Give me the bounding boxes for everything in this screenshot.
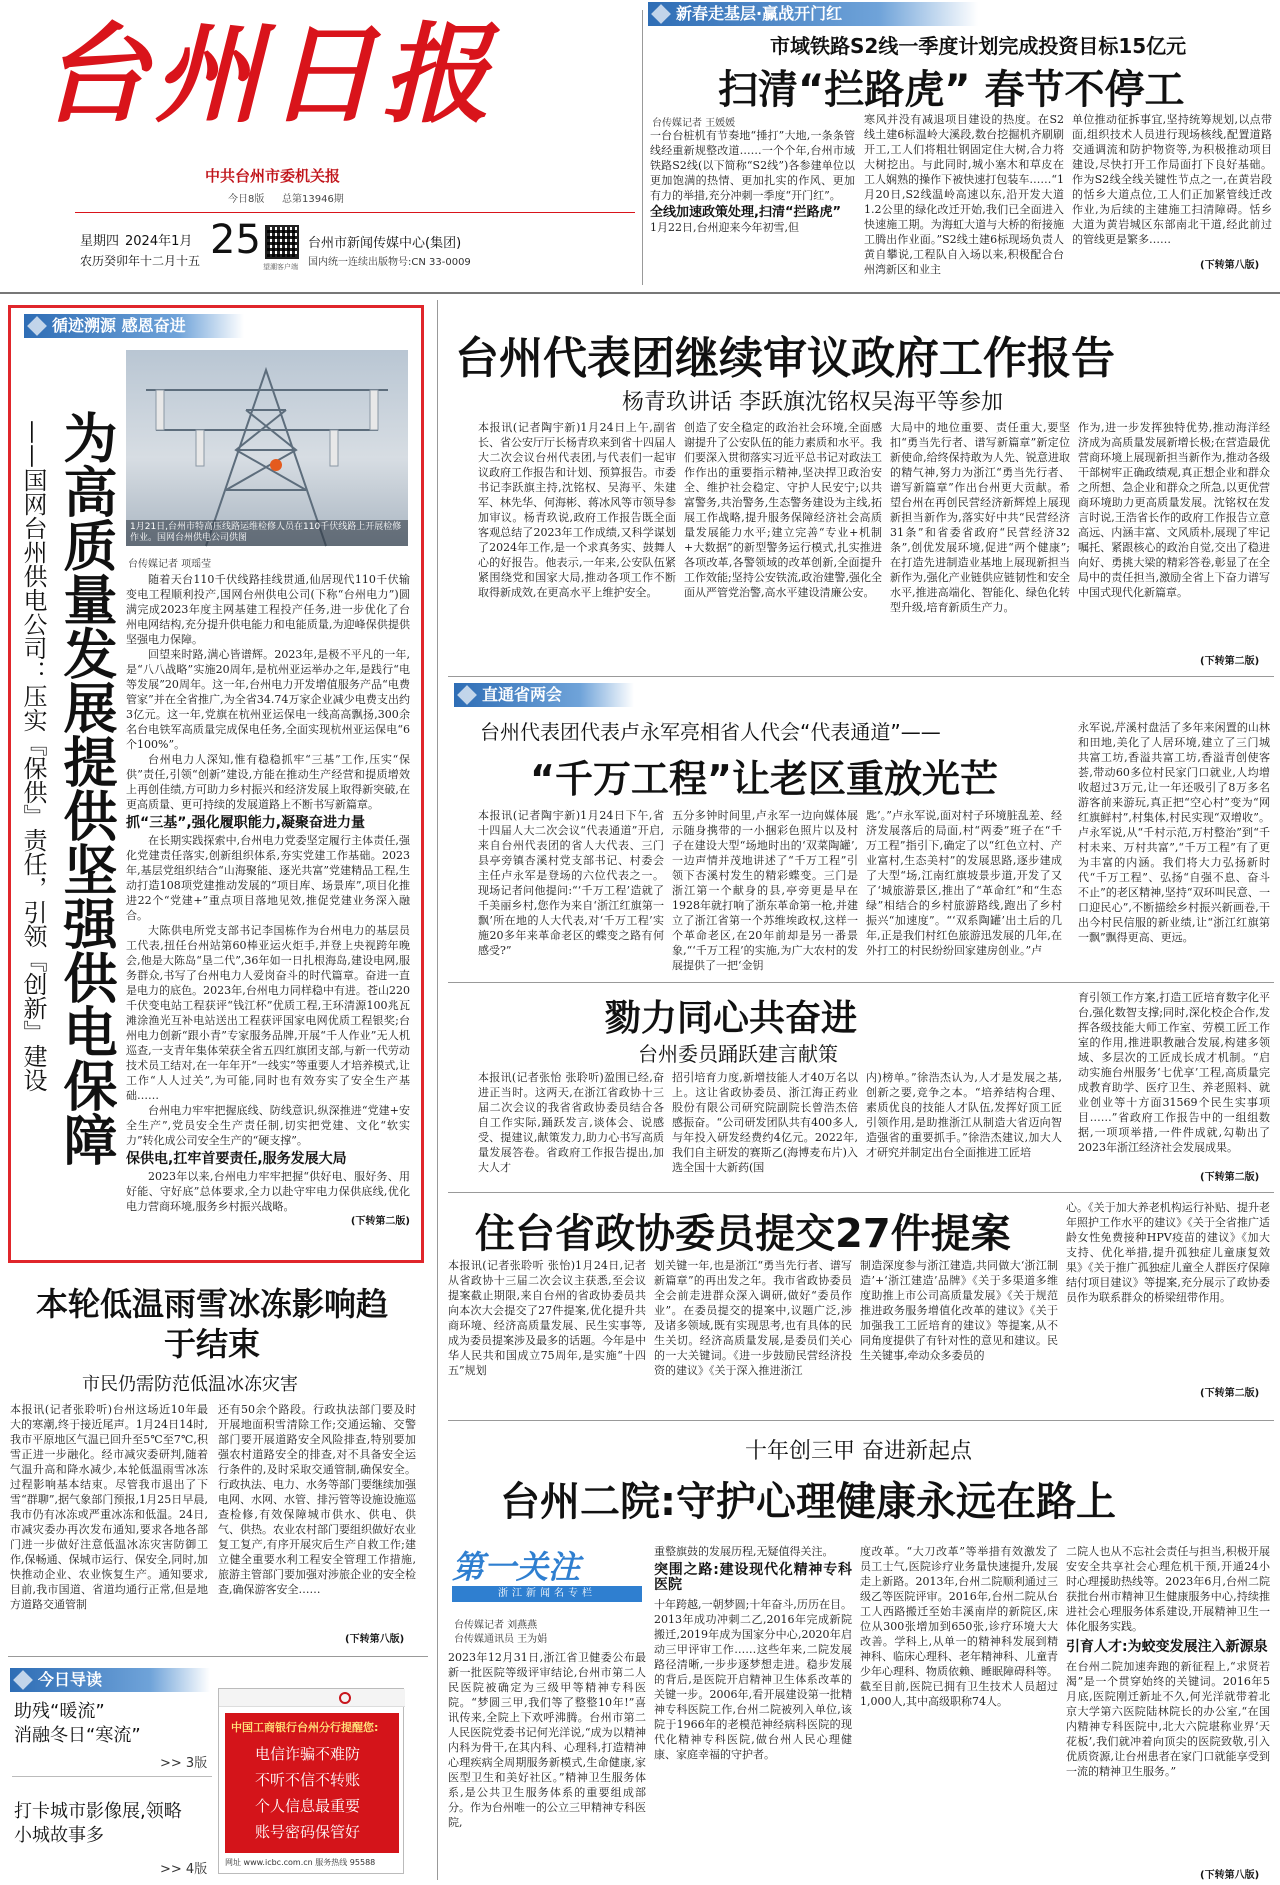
fourth-title[interactable]: 住台省政协委员提交27件提案 <box>475 1211 1011 1257</box>
masthead <box>0 0 650 270</box>
lead-col4-text: 作为,进一步发挥独特优势,推动海洋经济成为高质量发展新增长极;在营造最优营商环境上展现新担当新作为,推动各级干部树牢正确政绩观,真正想企业和群众之所想、急企业和群众之所急,以更优营商环境助力更高质量发展。沈铭权在发言时说,王浩省长作的政府工作报告立意高远、内涵丰富、文风质朴,展现了牢记嘱托、紧跟核心的政治自觉,交出了稳进向好、勇挑大梁的精彩答卷,彰显了在全局中的责任担当,激励全省上下奋力谱写中国式现代化新篇章。 <box>1078 421 1270 599</box>
masthead-publisher: 台州市新闻传媒中心(集团) <box>308 236 462 251</box>
second-col1-text: 本报讯(记者陶宇新)1月24日下午,省十四届人大二次会议“代表通道”开启,来自台州代表团的省人大代表、三门县亭旁镇杏溪村党支部书记、村委会主任卢永军是登场的六位代表之一。现场记者问他提问:“‘千万工程’造就了千美丽乡村,您作为来自‘浙江红旗第一飘’所在地的人大代表,对‘千万工程’实施20多年来革命老区的蝶变之路有何感受?” <box>478 809 664 957</box>
icbc-line-1: 电信诈骗不难防 <box>255 1745 361 1763</box>
third-col2-text: 招引培育力度,新增技能人才40万名以上。这让省政协委员、浙江海正药业股份有限公司研究院副院长曾浩杰倍感振奋。“公司研发团队共有400多人,与年投入研发经费约4亿元。2022年,我们自主研发的赛斯乙(海博麦布片)入选全国十大新药(国 <box>672 1071 858 1174</box>
fourth-col4 <box>1066 1200 1270 1386</box>
rule-fourth-bottom <box>448 1420 1274 1421</box>
icbc-header: 中国工商银行台州分行提醒您: <box>231 1721 379 1734</box>
guide-item-2[interactable]: 打卡城市影像展,领略 小城故事多 <box>14 1801 182 1846</box>
third-col1 <box>478 1070 664 1180</box>
hospital-byline-2: 台传媒通讯员 王为娟 <box>454 1634 548 1645</box>
rule-lead-bottom <box>448 676 1274 677</box>
second-banner-text: 直通省两会 <box>482 685 563 704</box>
rule-left-weather-bottom <box>8 1656 428 1657</box>
lead-col3-text: 大局中的地位重要、责任重大,要坚扣“勇当先行者、谱写新篇章”新定位新使命,给终保持敢为人先、锐意进取的精气神,努力为浙江“勇当先行者、谱写新篇章”作出台州更大贡献。希望台州在再创民营经济新辉煌上展现新担当新作为,落实好中共“民营经济31条”和省委省政府“民营经济32条”,创优发展环境,促进“两个健康”;在打造先进制造业基地上展现新担当新作为,强化产业链供应链韧性和安全水平,推进高端化、智能化、绿色化转型升级,培育新质生产力。 <box>890 421 1070 614</box>
masthead-date: 2024年1月 <box>125 234 193 249</box>
third-title[interactable]: 勠力同心共奋进 <box>605 998 858 1039</box>
fourth-col3-text: 制造深度参与浙江建造,共同做大‘浙江制造’+‘浙江建造’品牌》《关于多渠道多维度助推上市公司高质量发展》《关于规范推进政务服务增值化改革的建议》《关于加强我工工匠培育的建议》等提案,从不同角度提供了有针对性的意见和建议。民生关键事,牵动众多委员的 <box>860 1259 1058 1362</box>
icbc-line-3: 个人信息最重要 <box>255 1797 361 1815</box>
left-feature-p7: 2023年以来,台州电力牢牢把握“供好电、服好务、用好能、守好底”总体要求,全力以赴守牢电力保供底线,优化电力营商环境,服务乡村振兴战略。 <box>126 1170 410 1213</box>
top-story-more[interactable]: (下转第八版) <box>1200 260 1260 271</box>
hospital-col2-text: 十年跨越,一朝梦圆;十年奋斗,历历在目。2013年成功冲刺二乙,2016年完成新院搬迁,2019年成为国家分中心,2020年启动三甲评审工作……这些年来,二院发展路径清晰,一步步逐梦想走进。稳步发展的背后,是医院开启精神卫生体系改革的关键一步。2006年,看开展建设第一批精神专科医院工作,台州二院被列入单位,该院于1966年的老模范神经病科医院的现代化精神专科医院,做台州人民心理健康、家庭幸福的守护者。 <box>654 1598 852 1761</box>
top-story-col1-sub: 全线加速政策处理,扫清“拦路虎” <box>650 205 842 220</box>
hospital-col2 <box>654 1544 852 1878</box>
second-title[interactable]: “千万工程”让老区重放光芒 <box>530 757 998 801</box>
worker-figure <box>270 459 282 471</box>
hospital-col3 <box>860 1544 1058 1878</box>
lead-col3 <box>890 420 1070 666</box>
qr-label: 望潮客户端 <box>263 263 298 271</box>
weather-col1-text: 本报讯(记者张聆听)台州这场近10年最大的寒潮,终于接近尾声。1月24日14时,我市平原地区气温已回升至5℃至7℃,积雪正进一步融化。经市减灾委研判,随着气温升高和降水减少,本轮低温雨雪冰冻过程影响基本结束。尽管我市退出了下雪“群聊”,据气象部门预报,1月25日早晨,我市仍有冰冻或严重冰冻和低温。24日,市减灾委办再次发布通知,要求各地各部门进一步做好注意低温冰冻灾害防御工作,保畅通、保城市运行、保安全,同时,加快推动企业、农业恢复生产。通知要求,目前,我市国道、省道均通行正常,但是地方道路交通管制 <box>10 1403 208 1611</box>
second-col4-text: 永军说,芹溪村盘活了多年来闲置的山林和田地,美化了人居环境,建立了三门城共富工坊,香溢共富工坊,香溢青创使客荟,带动60多位村民家门口就业,人均增收超过3万元,让一年还吸引了8万多名游客前来游玩,真正把“空心村”变为“网红旗鲜村”,村集体,村民实现“双增收”。卢永军说,从“千村示范,万村整治”到“千村未来、万村共富”,“千万工程”有了更为丰富的内涵。我们将大力弘扬新时代“千万工程”、弘扬“自强不息、奋斗不止”的老区精神,坚持“双环叫民意、一口迎民心”,不断描绘乡村振兴新画卷,干出今村民信服的新业绩,让“浙江红旗第一飘”飘得更高、更远。 <box>1078 721 1270 944</box>
masthead-cn: 国内统一连续出版物号:CN 33-0009 <box>308 257 471 268</box>
hospital-column-logo <box>452 1548 642 1610</box>
guide-item-1-page[interactable]: >> 3版 <box>160 1756 208 1771</box>
fourth-col1-text: 本报讯(记者张聆听 张怡)1月24日,记者从省政协十三届二次会议主获悉,至会议提案截止期限,来自台州的省政协委员共向本次大会提交了27件提案,优化提升共商环境、经济高质量发展、民生实事等,成为委员提案涉及最多的话题。今年是中华人民共和国成立75周年,是实施“十四五”规划 <box>448 1259 646 1377</box>
top-story-col1 <box>650 128 855 268</box>
third-col3 <box>866 1070 1062 1180</box>
left-feature-photo <box>126 350 408 546</box>
lead-more[interactable]: (下转第二版) <box>1200 656 1260 667</box>
hospital-col2-sub: 突围之路:建设现代化精神专科医院 <box>654 1562 852 1593</box>
third-col4-text: 育引领工作方案,打造工匠培育数字化平台,强化数智支撑;同时,深化校企合作,发挥各级技能大师工作室、劳模工匠工作室的作用,推进职教融合发展,构建多领域、多层次的工匠成长成才机制。“启动实施台州服务‘七优享’工程,高质量完成教育助学、医疗卫生、养老照料、就业创业等十方面31569个民生实事项目……”省政府工作报告中的一组组数据,一项项举措,一件件成就,勾勒出了2023年浙江经济社会发展成果。 <box>1078 991 1270 1154</box>
hospital-col1 <box>448 1650 646 1878</box>
rule-top-story-vertical <box>642 10 643 285</box>
icbc-line-4: 账号密码保管好 <box>255 1823 361 1841</box>
top-story-title[interactable]: 扫清“拦路虎” 春节不停工 <box>718 67 1185 113</box>
rule-vertical-main <box>437 300 438 1880</box>
masthead-organ: 中共台州市委机关报 <box>205 167 341 185</box>
fourth-col4-text: 心。《关于加大养老机构运行补贴、提升老年照护工作水平的建议》《关于全省推广适龄女性免费接种HPV疫苗的建议》《加大支持、优化举措,提升孤独症儿童康复效果》《关于推广孤独症儿童全人群医疗保障结付项目建议》等提案,充分展示了政协委员作为联系群众的桥梁纽带作用。 <box>1066 1201 1270 1304</box>
third-col4 <box>1078 990 1270 1168</box>
left-feature-p4: 在长期实践探索中,台州电力党委坚定履行主体责任,强化党建责任落实,创新组织体系,夯实党建工作基础。2023年,基层党组织结合“山海聚能、逐光共富”党建精品工程,生动打造108项党建推动发展的“项目库、场景库”,项目化推进22个“党建+”重点项目落地见效,推促党建业务深入融合。 <box>126 834 410 922</box>
weather-col2-text: 还有50余个路段。行政执法部门要及时开展地面积雪清除工作;交通运输、交警部门要开展道路安全风险排查,特别要加强农村道路安全的排查,对不具备安全运行条件的,及时采取交通管制,确保安全。行政执法、电力、水务等部门要继续加强电网、水网、水管、排污管等设施设施巡查检修,有效保障城市供水、供电、供气、供热。农业农村部门要组织做好农业复工复产,有序开展灾后生产自救工作;建立健全重要水利工程安全管理工作措施,旅游主管部门要加强对涉旅企业的安全检查,确保游客安全…… <box>218 1403 416 1596</box>
left-feature-body <box>126 572 410 1252</box>
hospital-col4 <box>1066 1544 1270 1864</box>
masthead-rule <box>75 212 635 213</box>
second-col1 <box>478 808 664 976</box>
masthead-issue-no: 总第13946期 <box>282 194 344 205</box>
left-feature-sub2: 保供电,扛牢首要责任,服务发展大局 <box>126 1151 347 1167</box>
masthead-pages: 今日8版 <box>228 194 265 205</box>
left-feature-more[interactable]: (下转第二版) <box>350 1216 410 1227</box>
guide-item-2-page[interactable]: >> 4版 <box>160 1862 208 1877</box>
top-story-col1-tail: 1月22日,台州迎来今年初雪,但 <box>650 221 799 234</box>
left-feature-byline: 台传媒记者 项瑶莹 <box>128 559 212 570</box>
hospital-logo-sub: 浙江新闻名专栏 <box>452 1586 642 1602</box>
weather-subtitle: 市民仍需防范低温冰冻灾害 <box>82 1374 298 1395</box>
lead-subtitle: 杨青玖讲话 李跃旗沈铭权吴海平等参加 <box>622 390 1003 415</box>
second-kicker: 台州代表团代表卢永军亮相省人代会“代表通道”—— <box>480 720 941 744</box>
weather-title[interactable]: 本轮低温雨雪冰冻影响趋于结束 <box>35 1285 388 1363</box>
icbc-panel <box>225 1713 399 1853</box>
top-story-banner <box>648 2 978 26</box>
photo-caption: 1月21日,台州市特高压线路运维检修人员在110千伏线路上开展检修作业。国网台州供电公司供图 <box>126 520 408 546</box>
second-col3 <box>866 808 1062 976</box>
fourth-col3 <box>860 1258 1058 1396</box>
masthead-day: 25 <box>210 217 261 263</box>
left-feature-subtitle: ——国网台州供电公司：压实『保供』责任，引领『创新』建设 <box>19 420 47 1092</box>
top-story-col3 <box>1072 112 1272 254</box>
hospital-kicker: 十年创三甲 奋进新起点 <box>745 1439 972 1464</box>
icbc-line-2: 不听不信不转账 <box>255 1771 361 1789</box>
guide-header <box>10 1668 210 1692</box>
weather-col2 <box>218 1402 416 1630</box>
weather-more[interactable]: (下转第八版) <box>345 1634 405 1645</box>
top-story-col2-text: 寒风并没有减退项目建设的热度。在S2线土建6标温岭大溪段,数台挖掘机齐刷刷开工,工人们将粗壮钢固定住大树,合力将大树挖出。与此同时,城小塞木和草皮在工人娴熟的操作下被快速打包装车……“1月20日,S2线温岭高速以东,沿开发大道1.2公里的绿化改迁开始,我们已全面进入快速施工期。为海虹大道与大桥的衔接施工腾出作业面。”S2线土建6标现场负责人黄自攀说,工程队自入场以来,积极配合台州湾新区和业主 <box>864 113 1064 276</box>
icbc-ad[interactable] <box>218 1688 404 1874</box>
fourth-col2 <box>654 1258 852 1396</box>
hospital-col4-tail: 在台州二院加速奔跑的新征程上,“求贤若渴”是一个贯穿始终的关键词。2016年5月底,医院刚迁新址不久,何光洋就带着北京大学第六医院陆林院长的办公室,“在国内精神专科医院中,北大六院堪称业界‘天花板’,我们就冲着向顶尖的医院致敬,引入优质资源,让台州患者在家门口就能享受到一流的精神卫生服务。” <box>1066 1660 1270 1778</box>
left-feature-p5: 大陈供电所党支部书记李国栋作为台州电力的基层员工代表,扭任台州站第60棒亚运火炬手,并登上央视跨年晚会,他是大陈岛“垦二代”,36年如一日扎根海岛,建设电网,服务群众,书写了台州电力人爱岗奋斗的时代篇章。奋进一直是电力的底色。2023年,台州电力同样稳中有进。苍山220千伏变电站工程获评“钱江杯”优质工程,王环清源100兆瓦滩涂渔光互补电站送出工程获评国家电网优质工程银奖;台州电力创新“跟小青”专家服务品牌,开展“千人作业”无人机巡查,一支青年集体荣获全省五四红旗团支部,与新一代劳动技术员工结对,在一年年开“一线实”等重要人才培养模式,让工作“人人过关”,为可能,同时也有效夯实了安全生产基础…… <box>126 924 410 1102</box>
left-feature-p1: 随着天台110千伏线路挂线贯通,仙居现代110千伏输变电工程顺利投产,国网台州供电公司(下称“台州电力”)圆满完成2023年度主网基建工程投产任务,进一步优化了台州电网结构,充分提升供电能力和电能质量,为迎峰保供提供坚强电力保障。 <box>126 573 410 646</box>
second-col3-text: 匙’。”卢永军说,面对村子环境脏乱差、经济发展落后的局面,村“两委”班子在“千万工程”指引下,确定了以“红色立村、产业富村,生态美村”的发展思路,逐步建成了大型“场,江南红旗坡景步道,开发了又了‘城旅游景区,推出了“革命红”和“生态绿”相结合的乡村旅游路线,跑出了乡村振兴“加速度”。“‘双系陶罐’出土后的几年,正是我们村红色旅游迅发展的几年,在外打工的村民纷纷回家建房创业。”卢 <box>866 809 1062 957</box>
second-col2-text: 五分多钟时间里,卢永军一边向媒体展示随身携带的一小捆彩色照片以及村子在建设大型“场地时出的‘双菜陶罐’,一边声情并茂地讲述了“千万工程”引领下杏溪村发生的精彩蝶变。三门是浙江第一个献身的县,亭旁更是早在1928年就打响了浙东革命第一枪,并建立了浙江省第一个苏维埃政权,这样一个革命老区,在20年前却是另一番景象,“‘千万工程’的实施,为广大农村的发展提供了一把‘金钥 <box>672 809 858 972</box>
fourth-col2-text: 划关键一年,也是浙江“勇当先行者、谱写新篇章”的再出发之年。我市省政协委员全会前走进群众深入调研,做好“委员作业”。在委员提交的提案中,议题广泛,涉及诸多领域,既有实现思考,也有具体的民生关切。经济高质量发展,是委员们关心的一大关键词。《进一步鼓励民营经济投资的建议》《关于深入推进浙江 <box>654 1259 852 1377</box>
rule-second-bottom <box>448 982 1274 983</box>
third-col2 <box>672 1070 858 1180</box>
top-story-banner-text: 新春走基层·赢战开门红 <box>676 4 843 23</box>
guide-divider <box>12 1776 212 1777</box>
weather-col1 <box>10 1402 208 1642</box>
lead-col4 <box>1078 420 1270 652</box>
hospital-col4-text: 二院人也从不忘社会责任与担当,积极开展安安全共享社会心理危机干预,开通24小时心理援助热线等。2023年6月,台州二院获批台州市精神卫生健康服务中心,持续推进社会心理服务体系建设,开展精神卫生一体化服务实践。 <box>1066 1545 1270 1633</box>
left-feature-p3: 台州电力人深知,惟有稳稳抓牢“三基”工作,压实“保供”责任,引领“创新”建设,方能在推动生产经营和提质增效上再创佳绩,方可助力乡村振兴和经济发展上取得新突破,在更高质量、更可持续的发展道路上不断书写新篇章。 <box>126 753 410 811</box>
top-story-col2 <box>864 112 1064 276</box>
lead-title[interactable]: 台州代表团继续审议政府工作报告 <box>455 333 1115 384</box>
masthead-weekday: 星期四 <box>80 234 120 249</box>
left-feature-banner <box>24 314 244 338</box>
third-more[interactable]: (下转第二版) <box>1200 1172 1260 1183</box>
icbc-logo-bar <box>219 1689 405 1707</box>
qr-code[interactable] <box>265 225 299 259</box>
top-story-byline: 台传媒记者 王媛媛 <box>652 118 736 129</box>
top-story-col3-text: 单位推动征拆事宜,坚持统筹规划,以点带面,组织技术人员进行现场核线,配置道路交通调流和防护物资等,为积极推动项目建设,尽快打开工作局面打下良好基础。作为S2线全线关键性节点之一,在黄岩段的恬乡大道点位,工人们正加紧管线迁改作业,为后续的主建施工扫清障碍。恬乡大道为黄岩城区东部南北干道,经此前过的管线更是繁多…… <box>1072 113 1272 246</box>
third-col3-text: 内)榜单。”徐浩杰认为,人才是发展之基,创新之要,竞争之本。“培养结构合理、素质优良的技能人才队伍,发挥好顶工匠引领作用,是助推浙江从制造大省迈向智造强省的重要抓手。”徐浩杰建议,加大人才研究并制定出台全面推进工匠培 <box>866 1071 1062 1159</box>
hospital-col2-intro: 重整旗鼓的发展历程,无疑值得关注。 <box>654 1545 834 1558</box>
hospital-col4-sub: 引育人才:为蛟变发展注入新源泉 <box>1066 1639 1268 1655</box>
left-feature-sub1: 抓“三基”,强化履职能力,凝聚奋进力量 <box>126 815 366 831</box>
top-story-col1-text: 一台台桩机有节奏地“捶打”大地,一条条管线经重新规整改道……一个个年,台州市域铁路S2线(以下简称“S2线”)各参建单位以更加饱满的热情、更加扎实的作风、更加有力的举措,充分冲刺一季度“开门红”。 <box>650 129 855 202</box>
left-feature-p6: 台州电力牢牢把握底线、防线意识,纵深推进“党建+安全生产”,党员安全生产责任制,切实把党建、文化“软实力”转化成公司安全生产的“硬支撑”。 <box>126 1104 410 1147</box>
second-banner <box>454 683 634 707</box>
hospital-more[interactable]: (下转第八版) <box>1200 1870 1260 1881</box>
third-subtitle: 台州委员踊跃建言献策 <box>638 1042 838 1066</box>
left-feature-p2: 回望来时路,满心皆谱辉。2023年,是极不平凡的一年,是“八八战略”实施20周年,是杭州亚运举办之年,是践行“电等发展”20周年。这一年,台州电力开发增值服务产品“电费管家”并在全省推广,为全省34.74万家企业减少电费支出约3亿元。这一年,党旗在杭州亚运保电一线高高飘扬,300余名台电铁军高质量完成保电任务,全面实现杭州亚运保电“6个100%”。 <box>126 648 410 751</box>
fourth-more[interactable]: (下转第二版) <box>1200 1388 1260 1399</box>
second-col4 <box>1078 720 1270 976</box>
lead-col2-text: 创造了安全稳定的政治社会环境,全面感谢提升了公安队伍的能力素质和水平。我们要深入贯彻落实习近平总书记对政法工作作出的重要指示精神,坚决捍卫政治安全、维护社会稳定、守护人民安宁;以共富警务,共治警务,生态警务建设为主线,拓展工作战略,提升服务保障经济社会高质量发展能力水平;建立完善“专业+机制+大数据”的新型警务运行模式,扎实推进各项改革,各警领域的改革创新,全面提升工作效能;坚持公安铁流,政治建警,强化全面从严管党治警,高水平建设清廉公安。 <box>684 421 882 599</box>
hospital-byline-1: 台传媒记者 刘燕燕 <box>454 1620 538 1631</box>
fourth-col1 <box>448 1258 646 1396</box>
lead-col1-text: 本报讯(记者陶宇新)1月24日上午,副省长、省公安厅厅长杨青玖来到省十四届人大二次会议台州代表团,与代表们一起审议政府工作报告和计划、预算报告。市委书记李跃旗主持,沈铭权、吴海平、朱建军、林先华、何海彬、蒋冰风等市领导参加审议。杨青玖说,政府工作报告既全面客观总结了2023年工作成绩,又科学谋划了2024年工作,是一个求真务实、鼓舞人心的好报告。他表示,一年来,公安队伍紧紧围绕党和国家大局,推动各项工作不断取得新成效,在更高水平上维护安全。 <box>478 421 676 599</box>
hospital-col1-text: 2023年12月31日,浙江省卫健委公布最新一批医院等级评审结论,台州市第二人民医院被确定为三级甲等精神专科医院。“梦圆三甲,我们等了整整10年!”喜讯传来,全院上下欢呼沸腾。台州市第二人民医院党委书记何光洋说,“成为以精神内科为骨干,在其内科、心理科,打造精神心理疾病全周期服务新模式,生命健康,家医型卫生和美好社区。”精神卫生服务体系,是公共卫生服务体系的重要组成部分。作为台州唯一的公立三甲精神专科医院, <box>448 1651 646 1829</box>
top-story-subtitle: 市域铁路S2线一季度计划完成投资目标15亿元 <box>770 34 1187 58</box>
lead-col1 <box>478 420 676 666</box>
lead-col2 <box>684 420 882 666</box>
guide-item-1[interactable]: 助残“暖流” 消融冬日“寒流” <box>14 1701 141 1746</box>
guide-header-text: 今日导读 <box>38 1670 103 1689</box>
masthead-title: 台州日报 <box>40 12 497 138</box>
power-tower-illustration <box>126 350 408 546</box>
icbc-logo-icon <box>339 1692 351 1704</box>
second-col2 <box>672 808 858 976</box>
hospital-title[interactable]: 台州二院:守护心理健康永远在路上 <box>500 1479 1116 1525</box>
hospital-logo-main: 第一关注 <box>452 1548 581 1586</box>
icbc-footer: 网址 www.icbc.com.cn 服务热线 95588 <box>225 1858 376 1867</box>
hospital-col3-text: 度改革。“大刀改革”等举措有效激发了员工士气,医院诊疗业务量快速提升,发展走上新路。2013年,台州二院顺利通过三级乙等医院评审。2016年,台州二院从台工人西路搬迁至始丰溪南岸的新院区,床位从300张增加到650张,诊疗环境大大改善。学科上,从单一的精神科发展到精神科、临床心理科、老年精神科、儿童青少年心理科、物质依赖、睡眠障碍科等。截至目前,医院已拥有卫生技术人员超过1,000人,其中高级职称74人。 <box>860 1545 1058 1708</box>
left-feature-banner-text: 循迹溯源 感恩奋进 <box>52 316 186 335</box>
left-feature-title[interactable]: 为高质量发展提供坚强供电保障 <box>55 410 118 1166</box>
third-col1-text: 本报讯(记者张怡 张聆听)盈围已经,奋进正当时。这两天,在浙江省政协十三届二次会议的我省省政协委员结合各自工作实际,踊跃发言,谈体会、说感受、提建议,献策发力,助力心书写高质量发展答卷。省政府工作报告提出,加大人才 <box>478 1071 664 1174</box>
masthead-lunar: 农历癸卯年十二月十五 <box>80 254 201 268</box>
rule-top <box>0 292 1280 294</box>
rule-third-bottom <box>448 1192 1274 1193</box>
